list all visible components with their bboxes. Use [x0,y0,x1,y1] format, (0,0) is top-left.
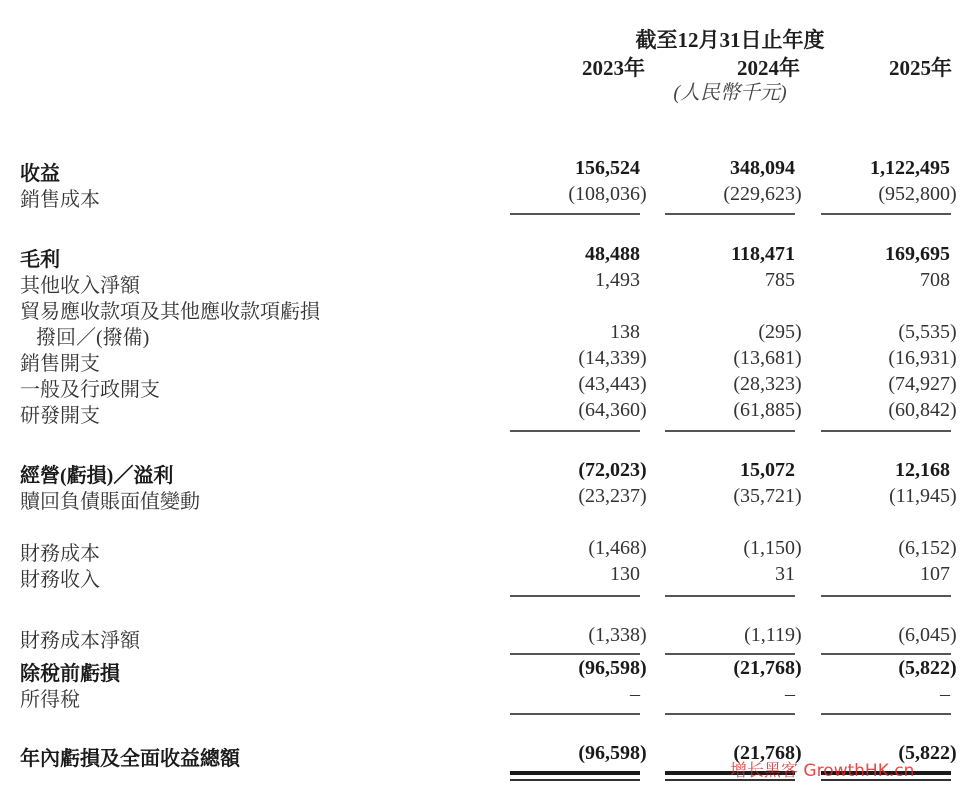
value-cell-2024: 785 [765,269,795,291]
row-label: 經營(虧損)／溢利 [20,465,174,487]
value-cell-2025: 708 [920,269,950,291]
value-cell-2023: 1,493 [595,269,640,291]
value-cell-2024: 15,072 [740,459,795,481]
value-cell-2025: 169,695 [885,243,950,265]
value-cell-2024: (229,623) [723,183,802,205]
value-cell-2024: (28,323) [733,373,802,395]
total-double-underline [510,771,640,775]
value-cell-2025: (60,842) [888,399,957,421]
subtotal-underline [821,430,951,432]
value-cell-2025: (74,927) [888,373,957,395]
value-cell-2023: (72,023) [578,459,647,481]
value-cell-2023: (23,237) [578,485,647,507]
row-label: 年內虧損及全面收益總額 [20,748,240,770]
value-cell-2023: (1,338) [588,624,647,646]
value-cell-2024: (1,119) [744,624,802,646]
value-cell-2024: 31 [775,563,795,585]
value-cell-2025: (5,535) [898,321,957,343]
value-cell-2024: 348,094 [730,157,795,179]
row-label: 撥回／(撥備) [36,327,150,349]
value-cell-2024: (61,885) [733,399,802,421]
value-cell-2025: 12,168 [895,459,950,481]
value-cell-2025: (6,152) [898,537,957,559]
subtotal-underline [665,213,795,215]
value-cell-2023: 156,524 [575,157,640,179]
value-cell-2023: – [630,683,640,705]
row-label: 收益 [20,163,60,185]
subtotal-underline [665,653,795,655]
value-cell-2024: (1,150) [743,537,802,559]
value-cell-2025: (16,931) [888,347,957,369]
value-cell-2024: (21,768) [733,657,802,679]
subtotal-underline [510,713,640,715]
subtotal-underline [821,595,951,597]
row-label: 贖回負債賬面值變動 [20,491,200,513]
row-label: 所得稅 [20,689,80,711]
value-cell-2025: 1,122,495 [870,157,950,179]
value-cell-2024: (35,721) [733,485,802,507]
subtotal-underline [510,213,640,215]
subtotal-underline [510,430,640,432]
value-cell-2023: (108,036) [568,183,647,205]
period-header: 截至12月31日止年度 [635,28,825,52]
row-label: 一般及行政開支 [20,379,160,401]
value-cell-2023: (96,598) [578,742,647,764]
value-cell-2024: (13,681) [733,347,802,369]
row-label: 除稅前虧損 [20,663,120,685]
row-label: 財務成本 [20,543,100,565]
value-cell-2024: 118,471 [731,243,795,265]
subtotal-underline [665,595,795,597]
value-cell-2025: (952,800) [878,183,957,205]
value-cell-2025: (5,822) [898,742,957,764]
year-header-2023: 2023年 [582,56,645,80]
subtotal-underline [821,653,951,655]
row-label: 銷售成本 [20,189,100,211]
subtotal-underline [665,430,795,432]
row-label: 毛利 [20,249,60,271]
value-cell-2024: (21,768) [733,742,802,764]
value-cell-2023: (43,443) [578,373,647,395]
row-label: 銷售開支 [20,353,100,375]
row-label: 財務收入 [20,569,100,591]
value-cell-2025: (6,045) [898,624,957,646]
value-cell-2025: (11,945) [889,485,957,507]
watermark: 增长黑客 GrowthHK.cn [730,761,915,781]
value-cell-2023: 48,488 [585,243,640,265]
value-cell-2025: 107 [920,563,950,585]
year-header-2025: 2025年 [889,56,952,80]
year-header-2024: 2024年 [737,56,800,80]
value-cell-2023: 130 [610,563,640,585]
value-cell-2023: (14,339) [578,347,647,369]
row-label: 財務成本淨額 [20,630,140,652]
subtotal-underline [821,213,951,215]
value-cell-2023: (64,360) [578,399,647,421]
value-cell-2023: 138 [610,321,640,343]
row-label: 貿易應收款項及其他應收款項虧損 [20,301,320,323]
subtotal-underline [510,595,640,597]
total-double-underline [510,779,640,781]
subtotal-underline [821,713,951,715]
subtotal-underline [510,653,640,655]
value-cell-2023: (96,598) [578,657,647,679]
row-label: 研發開支 [20,405,100,427]
row-label: 其他收入淨額 [20,275,140,297]
value-cell-2023: (1,468) [588,537,647,559]
currency-unit: (人民幣千元) [673,82,787,104]
value-cell-2024: (295) [758,321,802,343]
subtotal-underline [665,713,795,715]
value-cell-2025: – [940,683,950,705]
value-cell-2025: (5,822) [898,657,957,679]
value-cell-2024: – [785,683,795,705]
